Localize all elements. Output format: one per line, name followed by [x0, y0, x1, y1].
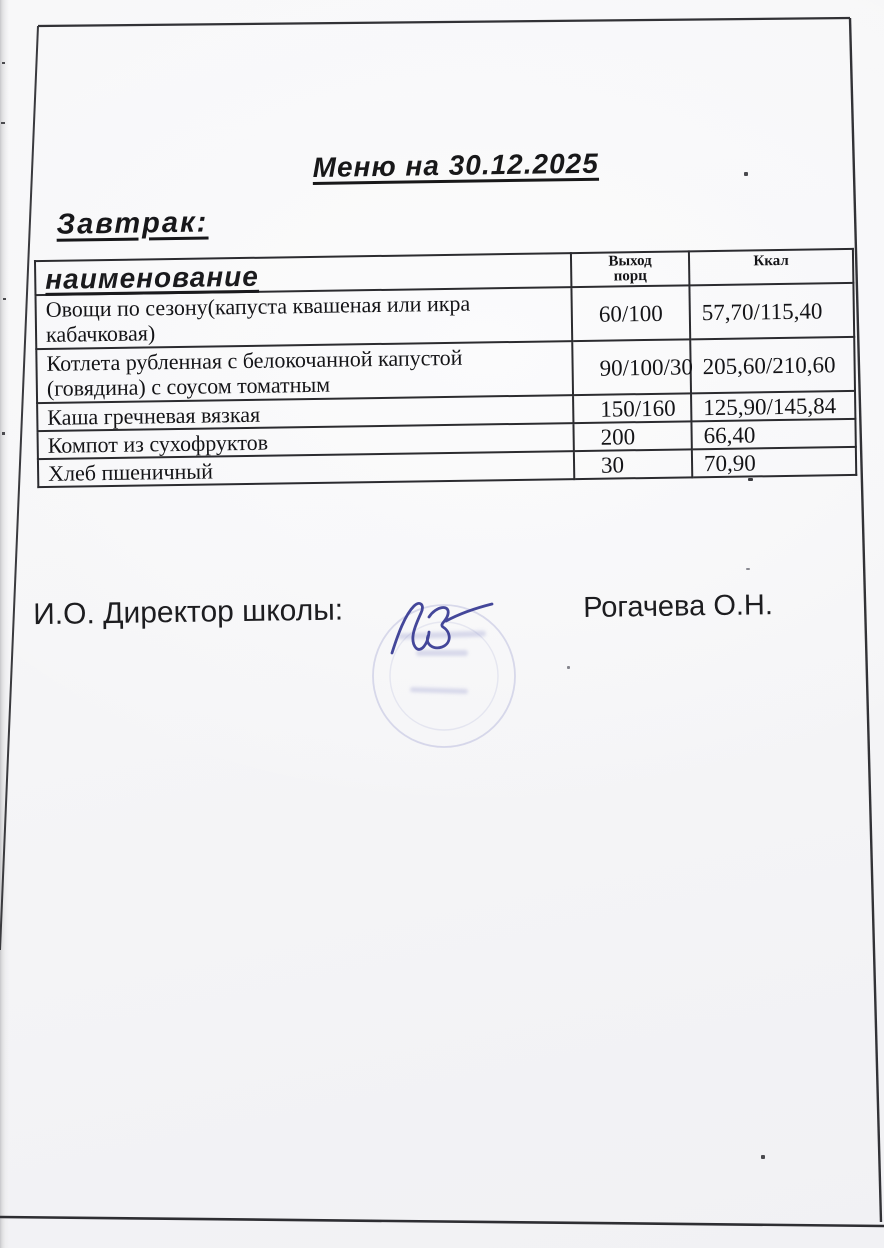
dish-name-cell: Компот из сухофруктов — [38, 423, 574, 459]
kcal-cell: 125,90/145,84 — [691, 391, 855, 421]
kcal-cell: 57,70/115,40 — [689, 283, 854, 339]
portion-cell: 150/160 — [573, 393, 691, 423]
signature-label: И.О. Директор школы: — [32, 593, 344, 632]
dish-name-cell: Каша гречневая вязкая — [37, 395, 573, 431]
signatory-name: Рогачева О.Н. — [582, 589, 774, 624]
signature-stroke — [392, 603, 492, 653]
kcal-cell: 70,90 — [692, 447, 856, 477]
portion-cell: 30 — [574, 449, 692, 479]
portion-cell: 90/100/30 — [572, 339, 691, 395]
col-header-portion-line1: Выход — [608, 252, 652, 270]
kcal-cell: 205,60/210,60 — [690, 337, 855, 393]
menu-title: Меню на 30.12.2025 — [312, 147, 600, 183]
dish-name-cell: Овощи по сезону(капуста квашеная или икра кабачковая) — [35, 287, 572, 349]
kcal-cell: 66,40 — [691, 419, 855, 449]
col-header-portion-line2: порц — [613, 268, 647, 285]
dish-name-cell: Котлета рубленная с белокочанной капустой (говядина) с соусом томатным — [36, 341, 573, 403]
breakfast-heading: Завтрак: — [56, 206, 209, 241]
portion-cell: 60/100 — [571, 285, 690, 341]
col-header-kcal: Ккал — [689, 249, 853, 285]
portion-cell: 200 — [573, 421, 691, 451]
dish-name-cell: Хлеб пшеничный — [38, 451, 574, 487]
col-header-name: наименование — [35, 253, 571, 295]
